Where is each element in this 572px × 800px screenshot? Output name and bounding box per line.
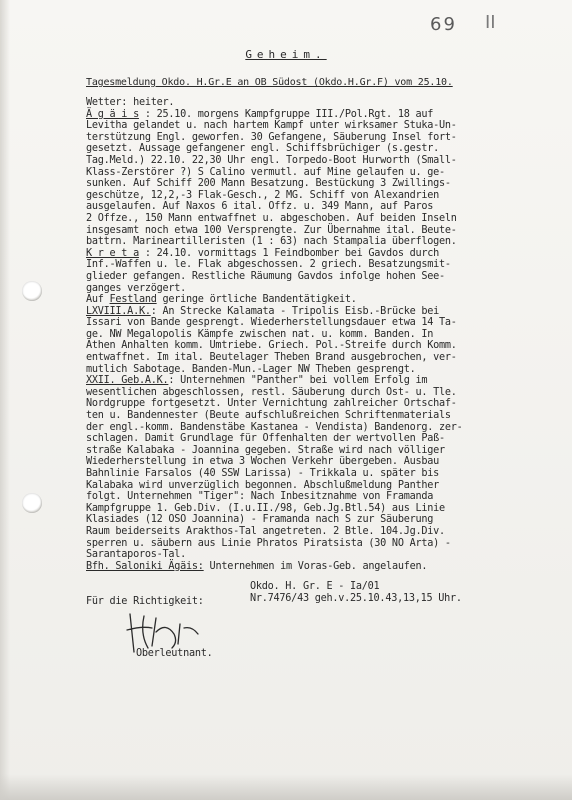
page-mark: II [485, 12, 496, 33]
report-line: Athen Anhalten komm. Umtriebe. Griech. Pol.-Streife durch Komm. [86, 340, 457, 352]
certification-label: Für die Richtigkeit: [86, 596, 204, 607]
report-line: straße Kalabaka - Joannina gegeben. Straße wird nach völliger [86, 444, 445, 456]
report-line: geschütze, 12,2,-3 Flak-Gesch., 2 MG. Schiff von Alexandrien [86, 189, 440, 201]
report-line: Klass-Zerstörer ?) S Calino vermutl. auf Mine gelaufen u. ge- [86, 166, 445, 178]
report-line: Ä g ä i s : 25.10. morgens Kampfgruppe III./Pol.Rgt. 18 auf [86, 108, 434, 120]
report-line: mutlich Sabotage. Banden-Mun.-Lager NW Theben gesprengt. [86, 363, 416, 375]
report-line: Kalabaka wird unverzüglich begonnen. Abschlußmeldung Panther [86, 479, 440, 491]
report-line: schlagen. Damit Grundlage für Offenhalten der wertvollen Paß- [86, 433, 445, 445]
sender-command: Okdo. H. Gr. E - Ia/01 [250, 581, 380, 592]
report-line: wesentlichen abgeschlossen, restl. Säuberung durch Ost- u. Tle. [86, 386, 457, 398]
punch-hole-icon [22, 493, 42, 513]
report-line: Sarantaporos-Tal. [86, 549, 187, 561]
report-line: Bahnlinie Farsalos (40 SSW Larissa) - Trikkala u. später bis [86, 468, 440, 479]
report-line: insgesamt noch etwa 100 Versprengte. Zur Übernahme ital. Beute- [86, 224, 457, 236]
report-line: K r e t a : 24.10. vormittags 1 Feindbomber bei Gavdos durch [86, 247, 440, 259]
report-line: ganges verzögert. [86, 282, 187, 294]
report-line: Tag.Meld.) 22.10. 22,30 Uhr engl. Torpedo-Boot Hurworth (Small- [86, 154, 457, 166]
report-line: folgt. Unternehmen "Tiger": Nach Inbesitznahme von Framanda [86, 491, 434, 503]
report-line: LXVIII.A.K.: An Strecke Kalamata - Tripolis Eisb.-Brücke bei [86, 305, 440, 317]
report-line: gesetzt. Aussage gefangener engl. Schiffsbrüchiger (s.gestr. [86, 143, 440, 155]
report-line: 2 Offze., 150 Mann entwaffnet u. abgeschoben. Auf beiden Inseln [86, 212, 457, 224]
punch-hole-icon [22, 281, 42, 301]
sender-block [250, 581, 462, 605]
sender-reference: Nr.7476/43 geh.v.25.10.43,13,15 Uhr. [250, 593, 462, 604]
report-subject: Tagesmeldung Okdo. H.Gr.E an OB Südost (Okdo.H.Gr.F) vom 25.10. [86, 77, 453, 88]
report-line: Inf.-Waffen u. le. Flak abgeschossen. 2 griech. Besatzungsmit- [86, 259, 451, 271]
report-line: XXII. Geb.A.K.: Unternehmen "Panther" bei vollem Erfolg im [86, 375, 428, 387]
report-line: Bfh. Saloniki Ägäis: Unternehmen im Voras-Geb. angelaufen. [86, 560, 428, 572]
report-line: Kampfgruppe 1. Geb.Div. (I.u.II./98, Geb.Jg.Btl.54) aus Linie [86, 502, 445, 514]
page-number: 69 [430, 14, 457, 35]
report-line: Klasiades (12 OSO Joannina) - Framanda nach S zur Säuberung [86, 514, 434, 526]
report-line: Nordgruppe fortgesetzt. Unter Vernichtung zahlreicher Ortschaf- [86, 398, 457, 410]
report-line: sunken. Auf Schiff 200 Mann Besatzung. Bestückung 3 Zwillings- [86, 178, 451, 190]
report-line: Levitha gelandet u. nach hartem Kampf unter wirksamer Stuka-Un- [86, 120, 457, 132]
page-bottom-shadow [0, 774, 572, 800]
report-line: Raum beiderseits Arakthos-Tal angetreten. 2 Btle. 104.Jg.Div. [86, 525, 445, 537]
report-line: terstützung Engl. geworfen. 30 Gefangene, Säuberung Insel fort- [86, 131, 457, 143]
report-line: ten u. Bandennester (Beute aufschlußreichen Schriftenmaterials [86, 410, 451, 422]
report-line: battrn. Marineartilleristen (1 : 63) nach Stampalia überflogen. [86, 236, 457, 248]
report-line: Wetter: heiter. [86, 97, 175, 108]
page-edge-shadow [0, 0, 10, 800]
signer-rank: Oberleutnant. [136, 648, 213, 659]
report-line: der engl.-komm. Bandenstäbe Kastanea - Vendista) Bandenorg. zer- [86, 421, 463, 433]
report-line: Issari von Bande gesprengt. Wiederherstellungsdauer etwa 14 Ta- [86, 317, 457, 329]
report-line: Wiederherstellung in etwa 3 Wochen Verkehr übergeben. Ausbau [86, 456, 440, 468]
report-body [86, 97, 526, 572]
report-line: glieder gefangen. Restliche Räumung Gavdos infolge hohen See- [86, 270, 445, 282]
report-line: ausgelaufen. Auf Naxos 6 ital. Offz. u. 349 Mann, auf Paros [86, 201, 434, 213]
report-line: sperren u. säubern aus Linie Phratos Piratsista (30 NO Arta) - [86, 537, 451, 549]
report-line: Auf Festland geringe örtliche Bandentätigkeit. [86, 294, 357, 306]
report-line: ge. NW Megalopolis Kämpfe zwischen nat. u. komm. Banden. In [86, 328, 434, 340]
report-line: entwaffnet. Im ital. Beutelager Theben Brand ausgebrochen, ver- [86, 352, 457, 364]
classification-title: Geheim. [245, 48, 327, 61]
